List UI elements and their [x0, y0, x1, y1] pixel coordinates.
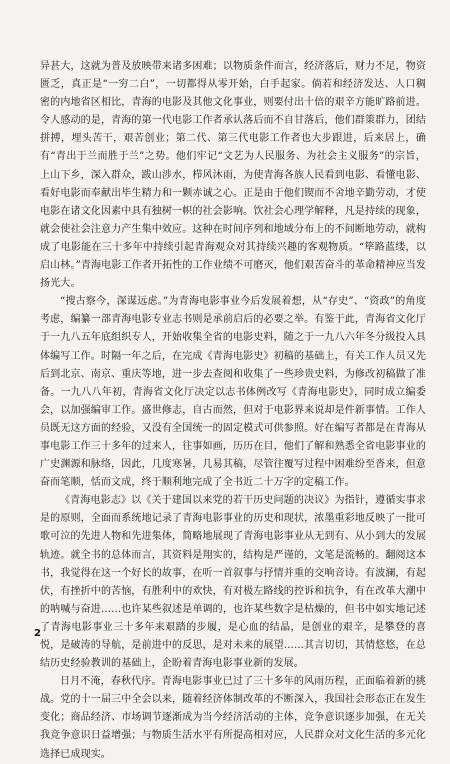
paragraph-4: 日月不淹，春秋代序。青海电影事业已过了三十多年的风雨历程，正面临着新的挑战。党的十一届三中全会以来，随着经济体制改革的不断深入，我国社会形态正在发生变化；商品经济、市场调节逐渐成为当今经济活动的主体，竞争意识逐步加强，在无关我竞争意识日益增强；与物质生活水平有所提高相对应，人民群众对文化生活的多元化选择已成现实。 — [40, 676, 426, 760]
body-text — [40, 58, 426, 764]
page-number: 2 — [34, 628, 41, 639]
paragraph-1: 异甚大，这就为普及放映带来诸多困难；以物质条件而言，经济落后，财力不足，物资匮乏，真正是“一穷二白”，一切都得从零开始，白手起家。倘若和经济发达、人口稠密的内地省区相比，青海的电影及其他文化事业，则要付出十倍的艰辛方能旷路前进。令人感动的是，青海的第一代电影工作者承认落后而不自甘落后，他们群策群力，团结拼搏，埋头苦干，艰苦创业；第二代、第三代电影工作者也大步跟进，后来居上，确有“青出于兰而胜于兰”之势。他们牢记“文艺为人民服务、为社会主义服务”的宗旨，上山下乡，深入群众，跋山涉水，栉风沐雨，为使青海各族人民看到电影、看懂电影、看好电影而奉献出毕生精力和一颗赤诚之心。正是由于他们锲而不舍地辛勤劳动，才使电影在诸文化因素中具有独树一帜的社会影响。饮社会心理学解释，凡是持续的现象，就会使社会注意力产生集中效应。这种在时间序列和地域分布上的不间断地劳动，就构成了电影能在三十多年中持续引起青海观众对其持续兴趣的客观物质。“筚路蓝缕，以启山林。”青海电影工作者开拓性的工作业绩不可磨灭，他们艰苦奋斗的革命精神应当发扬光大。 — [40, 61, 426, 290]
paragraph-3: 《青海电影志》以《关于建国以来党的若干历史问题的决议》为指针，遵循实事求是的原则，全面而系统地记录了青海电影事业的历史和现状，浓墨重彩地反映了一批可歌可泣的先进人物和先进集体，简略地展现了青海电影事业从无到有、从小到大的发展轨迹。就全书的总体而言，其资料是翔实的，结构是严谨的，文笔是流畅的。翻阅这本书，我觉得在这一个好长的故事，在听一首叙事与抒情并重的交响音诗。有波澜，有起伏，有挫折中的苦恼，有胜利中的欢快，有对极左路线的控诉和抗争，有在改革大潮中的呐喊与奋进……也许某些叙述是单调的，也许某些数字是枯燥的，但书中如实地记述了青海电影事业三十多年来艰踏的步履，是心血的结晶，是创业的艰辛，是攀登的喜悦，是破涛的导航，是前进中的反思，是对未来的展望……其言切切，其情悠悠，在总结历史经验教训的基础上，企盼着青海电影事业新的发展。 — [40, 495, 426, 670]
paragraph-2: “搜古察今，深谋远虑。”为青海电影事业今后发展着想，从“存史”、“资政”的角度考虑，编纂一部青海电影专业志书则是承前启后的必要之举。有鉴于此，青海省文化厅于一九八五年底组织专人，开始收集全省的电影史料，随之于一九八六年冬分级投入具体编写工作。时隔一年之后，在完成《青海电影史》初稿的基础上，有关工作人员又先后到北京、南京、重庆等地，进一步去查阅和收集了一些珍贵史料，为修改初稿做了准备。一九八八年初，青海省文化厅决定以志书体例改写《青海电影史》，同时成立编委会，以加强编审工作。盛世修志，自古而然，但对于电影界来说却是件新事情。工作人员既无这方面的经验，又没有全国统一的固定模式可供参照。好在编写者都是在青海从事电影工作三十多年的过来人，往事如画，历历在目，他们了解和熟悉全省电影事业的广史渊源和脉络，因此，几度寒暑，几易其稿，尽管往覆写过程中困难纷至沓来，但意奋而笔顺，恬而文成，终于顺利地完成了全书近二十万字的定稿工作。 — [40, 296, 426, 489]
